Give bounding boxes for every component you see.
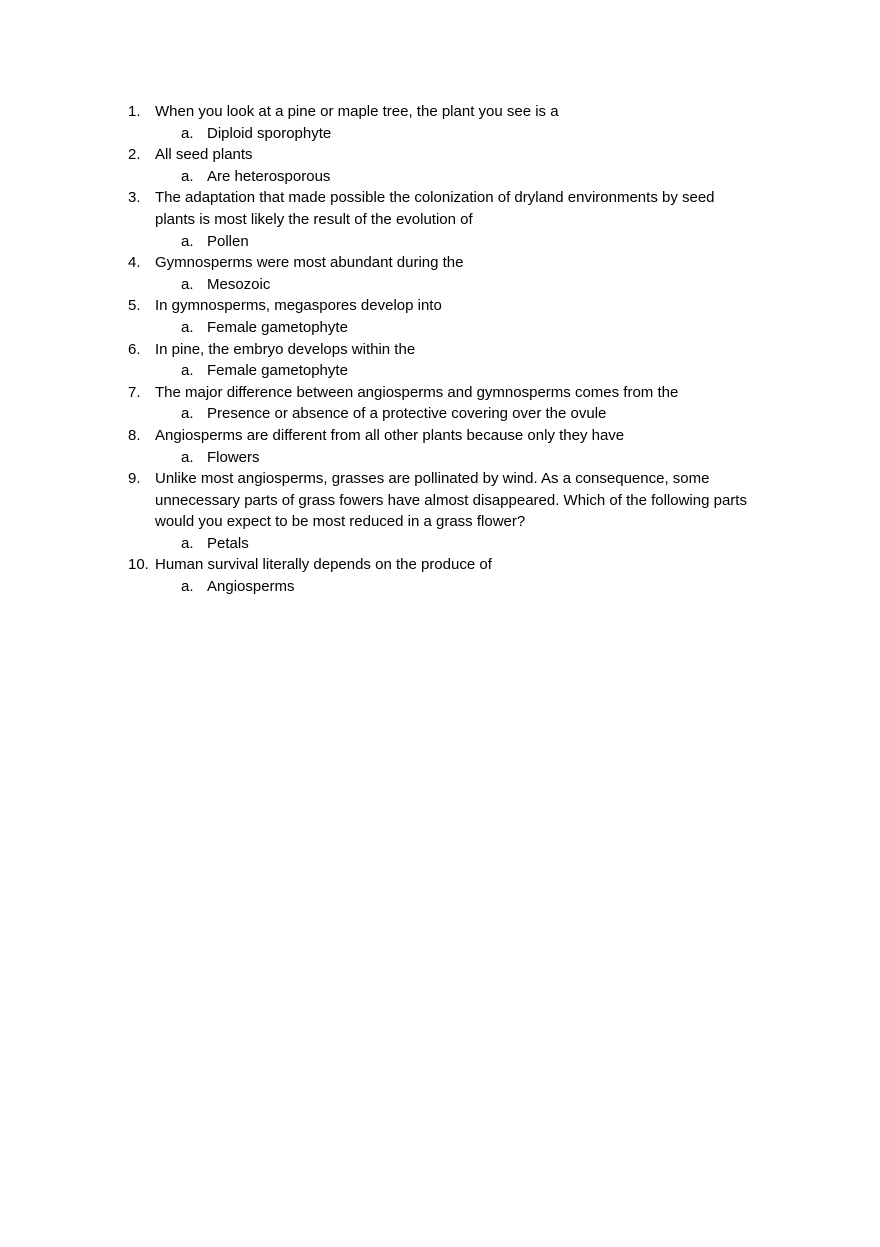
answer-text: Flowers — [207, 448, 260, 466]
answer-marker: a. — [181, 232, 194, 250]
answer-marker: a. — [181, 275, 194, 293]
question-number: 5. — [128, 297, 141, 315]
answer-item — [128, 166, 758, 188]
question-number: 10. — [128, 556, 149, 574]
answer-text: Angiosperms — [207, 578, 295, 596]
answer-text: Female gametophyte — [207, 362, 348, 380]
question-number: 3. — [128, 189, 141, 207]
answer-text: Pollen — [207, 232, 249, 250]
question-number: 8. — [128, 426, 141, 444]
answer-marker: a. — [181, 448, 194, 466]
question-item — [128, 339, 758, 361]
question-item — [128, 101, 758, 123]
question-text: Gymnosperms were most abundant during the — [155, 254, 464, 272]
question-item — [128, 425, 758, 447]
question-number: 2. — [128, 146, 141, 164]
answer-text: Diploid sporophyte — [207, 124, 332, 142]
question-number: 4. — [128, 254, 141, 272]
question-number: 7. — [128, 383, 141, 401]
answer-marker: a. — [181, 534, 194, 552]
answer-marker: a. — [181, 578, 194, 596]
answer-item — [128, 123, 758, 145]
question-text: Human survival literally depends on the produce of — [155, 556, 492, 574]
answer-marker: a. — [181, 167, 194, 185]
answer-marker: a. — [181, 362, 194, 380]
question-text: In gymnosperms, megaspores develop into — [155, 297, 442, 315]
question-item — [128, 144, 758, 166]
answer-item — [128, 576, 758, 598]
question-item — [128, 554, 758, 576]
question-number: 9. — [128, 470, 141, 488]
answer-marker: a. — [181, 405, 194, 423]
question-text: When you look at a pine or maple tree, the plant you see is a — [155, 103, 559, 120]
answer-item — [128, 231, 758, 253]
question-list — [128, 101, 758, 598]
answer-item — [128, 447, 758, 469]
answer-item — [128, 360, 758, 382]
answer-item — [128, 317, 758, 339]
answer-item — [128, 403, 758, 425]
answer-text: Petals — [207, 534, 249, 552]
answer-marker: a. — [181, 124, 194, 142]
question-text: All seed plants — [155, 146, 253, 164]
answer-item — [128, 533, 758, 555]
question-text: The major difference between angiosperms and gymnosperms comes from the — [155, 383, 679, 401]
question-text: Unlike most angiosperms, grasses are pollinated by wind. As a consequence, some unnecessary parts of grass fowers have almost disappeared. Which of the following parts would you expect to be most reduced in a grass flower? — [155, 470, 747, 531]
question-item — [128, 252, 758, 274]
question-item — [128, 382, 758, 404]
answer-item — [128, 274, 758, 296]
answer-marker: a. — [181, 318, 194, 336]
question-text: In pine, the embryo develops within the — [155, 340, 416, 358]
question-text: Angiosperms are different from all other plants because only they have — [155, 426, 625, 444]
answer-text: Mesozoic — [207, 275, 271, 293]
question-text: The adaptation that made possible the colonization of dryland environments by seed plants is most likely the result of the evolution of — [155, 189, 715, 228]
question-number: 1. — [128, 103, 141, 120]
answer-text: Presence or absence of a protective covering over the ovule — [207, 405, 607, 423]
question-item — [128, 468, 758, 533]
answer-text: Are heterosporous — [207, 167, 331, 185]
question-item — [128, 187, 758, 230]
question-number: 6. — [128, 340, 141, 358]
question-item — [128, 295, 758, 317]
answer-text: Female gametophyte — [207, 318, 348, 336]
